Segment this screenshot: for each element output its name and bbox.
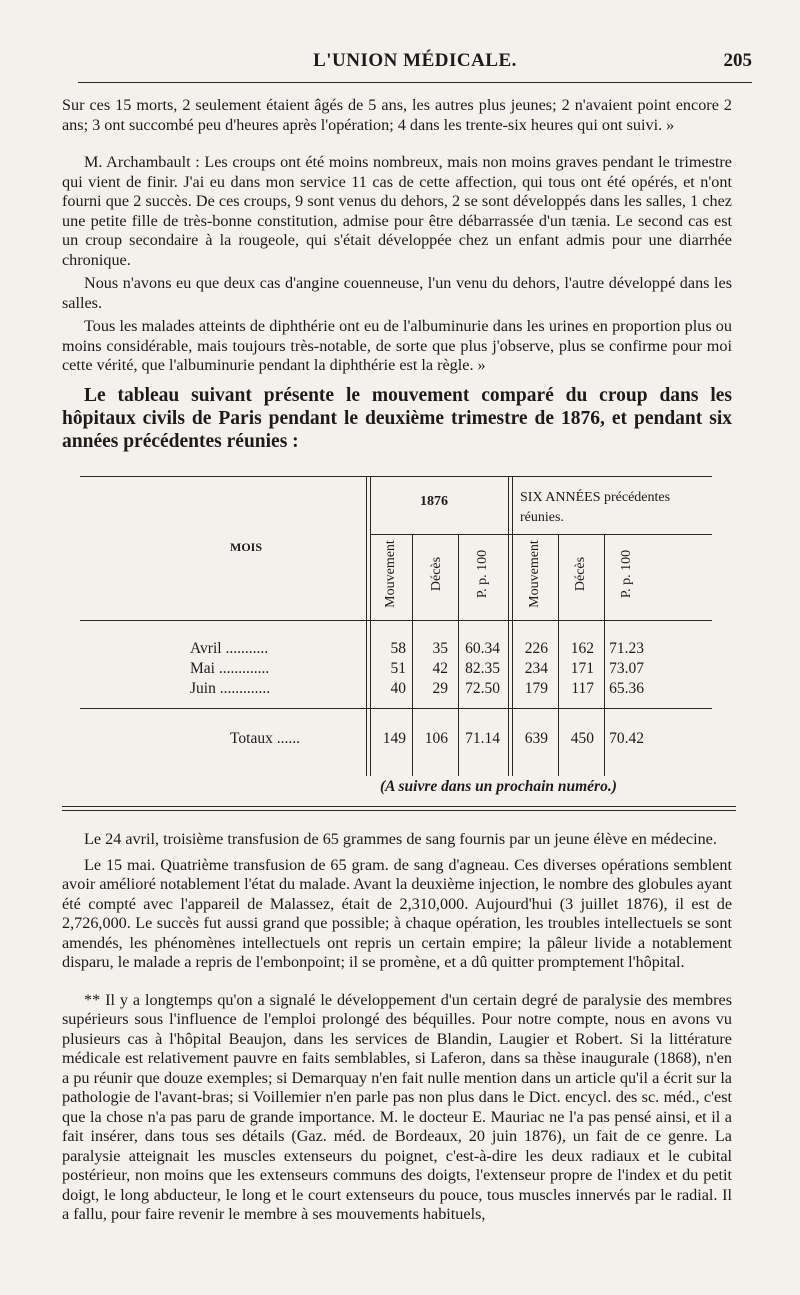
group-header-six-years: SIX ANNÉES précédentes réunies. — [520, 490, 671, 525]
running-title: L'UNION MÉDICALE. — [313, 50, 517, 71]
cell: 71.14 — [465, 730, 500, 747]
cell: 162 — [570, 640, 594, 657]
subheader-deces-six: Décès — [573, 556, 588, 592]
cell: 82.35 — [465, 660, 500, 677]
speaker-text: Les croups ont été moins nombreux, mais non moins graves pendant le trimestre qui vient de finir. J'ai eu dans mon service 11 cas de cette affection, qui tous ont été opérés, et n'ont fourni que 2 succès. De ces croups, 9 sont venus du dehors, 2 se sont développés dans les salles, 1 chez une petite fille de très-bonne constitution, admise pour être débarrassée d'un tænia. Le second cas est un croup secondaire à la rougeole, qui s'était développée chez un enfant admis pour une diarrhée chronique. — [62, 153, 732, 269]
cell: 179 — [524, 680, 548, 697]
cell: 65.36 — [609, 680, 644, 697]
table-top-rule — [80, 476, 712, 477]
cell: 60.34 — [465, 640, 500, 657]
row-label: Avril — [190, 640, 222, 657]
croup-table: 1876 SIX ANNÉES précédentes réunies. MOIS Mouvement Décès P. p. 100 Mouvement Décès P. p. 100 Avril ........... 58 35 60.34 226 162 71.23 Mai ............. 51 42 82.35 234 171 73.07 Juin ............. 40 29 72.50 179 117 65.36 Totaux ...... 149 106 71.14 639 450 70.42 (A suivre dans un prochain numéro.) — [80, 476, 712, 806]
page-number: 205 — [723, 50, 752, 71]
paragraph-archambault — [62, 153, 732, 270]
cell: 58 — [390, 640, 406, 657]
row-label: Juin — [190, 680, 216, 697]
subheader-mouvement-1876: Mouvement — [383, 540, 398, 608]
subheader-deces-1876: Décès — [429, 556, 444, 592]
paragraph-transfusion-3: Le 24 avril, troisième transfusion de 65 grammes de sang fournis par un jeune élève en médecine. — [84, 830, 717, 848]
cell: 71.23 — [609, 640, 644, 657]
subheader-pp100-1876: P. p. 100 — [475, 549, 490, 599]
cell: 51 — [390, 660, 406, 677]
cell: 72.50 — [465, 680, 500, 697]
row-label: Mai — [190, 660, 215, 677]
paragraph-albuminurie: Tous les malades atteints de diphthérie ont eu de l'albuminurie dans les urines en proportion plus ou moins considérable, mais toujours très-notable, de sorte que plus j'observe, plus se confirme pour moi cette vérité, que l'albuminurie pendant la diphthérie est la règle. » — [62, 317, 732, 374]
paragraph-paralysie: ** Il y a longtemps qu'on a signalé le développement d'un certain degré de paralysie des membres supérieurs sous l'influence de l'emploi prolongé des béquilles. Pour notre compte, nous en avons vu plusieurs cas à l'hôpital Beaujon, dans les services de Blandin, Laugier et Robert. Si la littérature médicale est relativement pauvre en faits semblables, si Laferon, dans sa thèse inaugurale (1868), n'en a pu réunir que douze exemples; si Demarquay n'en fait nulle mention dans un article qu'il a écrit sur la pathologie de l'avant-bras; si Voillemier n'en parle pas non plus dans le Dict. encycl. des sc. méd., c'est que la chose n'a pas paru de grande importance. M. le docteur E. Mauriac ne l'a pas pensé ainsi, et il a fait insérer, dans tous ses détails (Gaz. méd. de Bordeaux, 20 juin 1876), un fait de ce genre. La paralysie atteignait les muscles extenseurs du poignet, c'est-à-dire les deux radiaux et le cubital postérieur, non moins que les extenseurs communs des doigts, l'extenseur propre de l'index et du petit doigt, le long abducteur, le long et le court extenseurs du pouce, tous muscles innervés par le radial. Il a fallu, pour faire revenir le membre à ses mouvements habituels, — [62, 990, 732, 1223]
text-block-bottom — [62, 830, 732, 1225]
cell: 106 — [424, 730, 448, 747]
cell: 29 — [432, 680, 448, 697]
cell: 40 — [390, 680, 406, 697]
subheader-mouvement-six: Mouvement — [527, 540, 542, 608]
group-header-1876: 1876 — [420, 494, 448, 509]
paragraph-table-intro: Le tableau suivant présente le mouvement comparé du croup dans les hôpitaux civils de Paris pendant le deuxième trimestre de 1876, et pendant six années précédentes réunies : — [62, 384, 732, 452]
cell: 234 — [524, 660, 548, 677]
header-rule — [78, 82, 752, 83]
text-block-top — [62, 96, 732, 453]
cell: 226 — [524, 640, 548, 657]
row-header-mois: MOIS — [230, 540, 263, 554]
page-header — [78, 50, 752, 84]
paragraph-deaths: Sur ces 15 morts, 2 seulement étaient âgés de 5 ans, les autres plus jeunes; 2 n'avaient point encore 2 ans; 3 ont succombé peu d'heures après l'opération; 4 dans les trente-six heures qui ont suivi. » — [62, 96, 732, 134]
cell: 35 — [432, 640, 448, 657]
cell: 171 — [570, 660, 594, 677]
cell: 450 — [570, 730, 594, 747]
section-double-rule — [62, 806, 736, 807]
cell: 639 — [524, 730, 548, 747]
row-label: Totaux — [230, 730, 273, 747]
cell: 73.07 — [609, 660, 644, 677]
paragraph-angine: Nous n'avons eu que deux cas d'angine couenneuse, l'un venu du dehors, l'autre développé dans les salles. — [62, 274, 732, 312]
section-double-rule-2 — [62, 810, 736, 811]
cell: 70.42 — [609, 730, 644, 747]
continuation-note: (A suivre dans un prochain numéro.) — [380, 778, 617, 795]
cell: 117 — [571, 680, 594, 697]
speaker-name: M. Archambault : — [84, 153, 200, 171]
cell: 42 — [432, 660, 448, 677]
subheader-pp100-six: P. p. 100 — [619, 549, 634, 599]
cell: 149 — [382, 730, 406, 747]
paragraph-transfusion-4: Le 15 mai. Quatrième transfusion de 65 gram. de sang d'agneau. Ces diverses opérations semblent avoir amélioré notablement l'état du malade. Avant la deuxième injection, le nombre des globules ayant été compté avec l'appareil de Malassez, était de 2,310,000. Aujourd'hui (3 juillet 1876), il est de 2,726,000. Le succès fut aussi grand que possible; à chaque opération, les troubles intellectuels se sont amendés, les phénomènes intellectuels ont repris un certain empire; la pâleur livide a notablement disparu, le malade a repris de l'embonpoint; il se promène, et a dû quitter promptement l'hôpital. — [62, 855, 732, 971]
table-total-rule — [80, 708, 712, 709]
